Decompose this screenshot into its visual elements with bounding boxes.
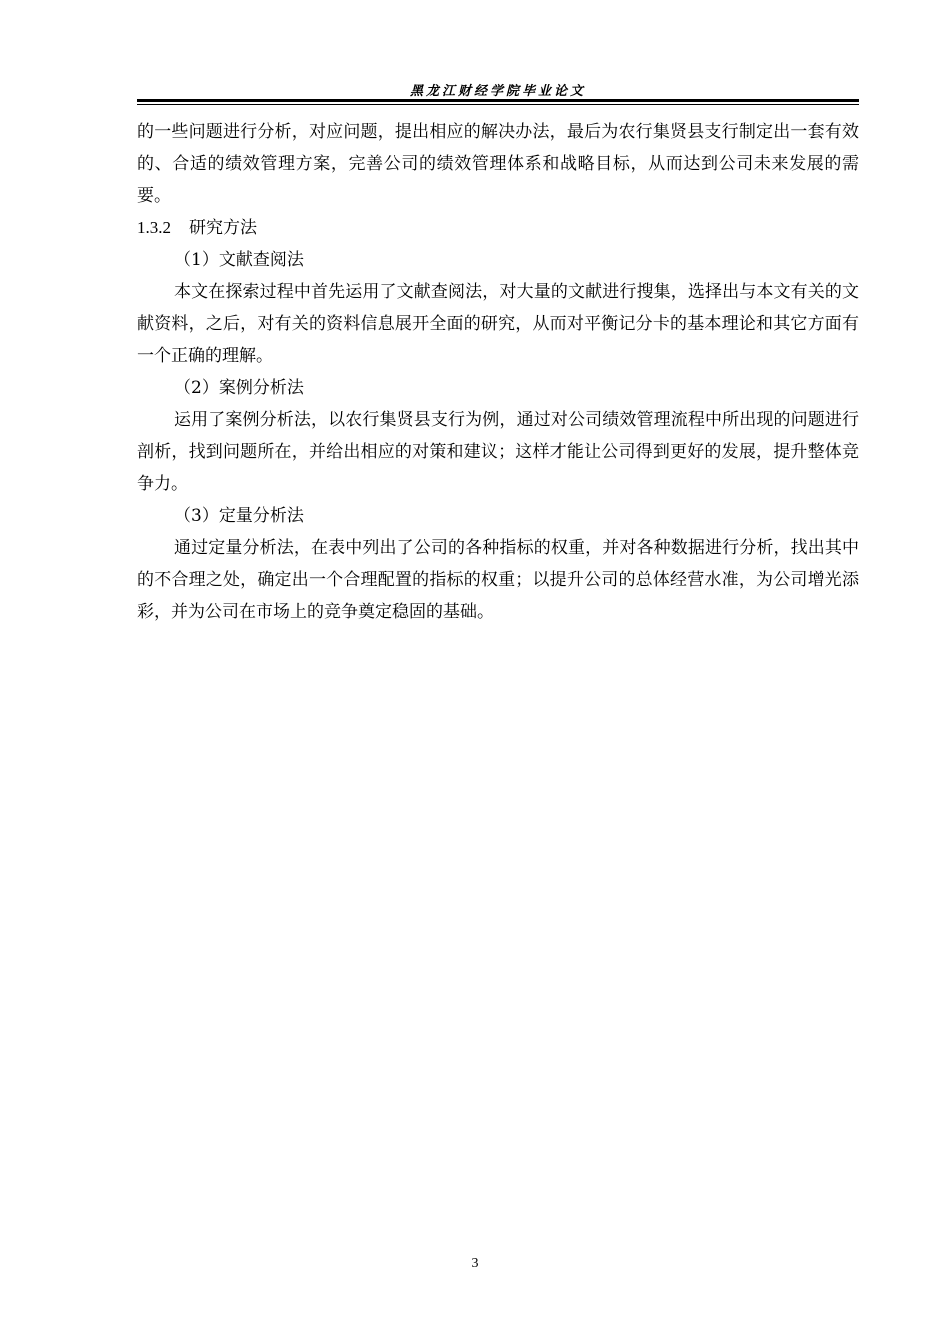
method-title-2: （2）案例分析法	[174, 378, 304, 398]
section-title: 研究方法	[189, 218, 257, 238]
header-rule-thin	[137, 104, 859, 105]
method-paragraph-1: 本文在探索过程中首先运用了文献查阅法，对大量的文献进行搜集，选择出与本文有关的文献资料，之后，对有关的资料信息展开全面的研究，从而对平衡记分卡的基本理论和其它方面有一个正确的理解。	[137, 282, 859, 366]
header-rule-thick	[137, 99, 859, 102]
document-body	[137, 116, 859, 628]
page-header-title: 黑龙江财经学院毕业论文	[409, 84, 586, 99]
section-heading	[137, 212, 859, 244]
intro-paragraph: 的一些问题进行分析，对应问题，提出相应的解决办法，最后为农行集贤县支行制定出一套有效的、合适的绩效管理方案，完善公司的绩效管理体系和战略目标，从而达到公司未来发展的需要。	[137, 122, 859, 206]
method-paragraph-2: 运用了案例分析法，以农行集贤县支行为例，通过对公司绩效管理流程中所出现的问题进行剖析，找到问题所在，并给出相应的对策和建议；这样才能让公司得到更好的发展，提升整体竞争力。	[137, 410, 859, 494]
method-title-1: （1）文献查阅法	[174, 250, 304, 270]
page-number: 3	[471, 1256, 479, 1271]
method-title-3: （3）定量分析法	[174, 506, 304, 526]
section-number: 1.3.2	[137, 218, 171, 237]
method-paragraph-3: 通过定量分析法，在表中列出了公司的各种指标的权重，并对各种数据进行分析，找出其中的不合理之处，确定出一个合理配置的指标的权重；以提升公司的总体经营水准，为公司增光添彩，并为公司在市场上的竞争奠定稳固的基础。	[137, 538, 859, 622]
